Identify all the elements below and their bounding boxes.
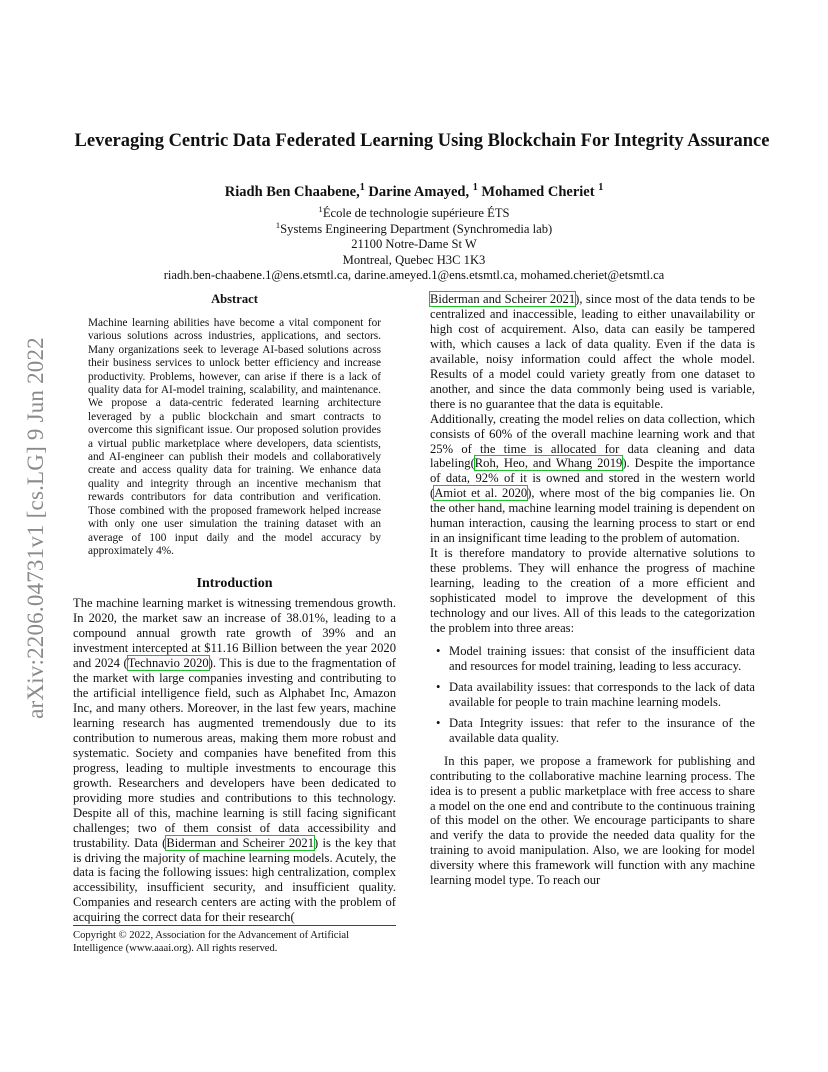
- list-item: • Data Integrity issues: that refer to the insurance of the available data quality.: [430, 716, 755, 746]
- intro-paragraph-1: The machine learning market is witnessing tremendous growth. In 2020, the market saw an increase of 38.01%, leading to a compound annual growth rate growth of 39% and an investment intercepted at $11.16 Billion between the year 2020 and 2024 (Technavio 2020). This is due to the fragmentation of the market with large companies investing and contributing to the artificial intelligence field, such as Alphabet Inc, Amazon Inc, and many others. Moreover, in the last few years, machine learning research has augmented tremendously due to its contribution to numerous areas, making them more robust and systematic. Society and companies have benefited from this progress, leading to multiple investments to encourage this growth. Researchers and developers have been dedicated to providing more studies and contributions to this technology. Despite all of this, machine learning is still facing significant challenges; two of them consist of data accessibility and trustability. Data (Biderman and Scheirer 2021) is the key that is driving the majority of machine learning models. Acutely, the data is facing the following issues: high centralization, complex accessibility, insufficient security, and insufficient quality. Companies and research centers are acting with the problem of acquiring the correct data for their research(: [73, 596, 396, 925]
- copyright-footnote: Copyright © 2022, Association for the Advancement of Artificial Intelligence (www.aaai.org). All rights reserved.: [73, 925, 396, 955]
- author-1-affil: 1: [359, 182, 365, 194]
- introduction-heading: Introduction: [196, 576, 273, 592]
- citation-link[interactable]: Technavio 2020: [127, 656, 209, 671]
- citation-link[interactable]: Biderman and Scheirer 2021: [166, 835, 315, 850]
- paper-title: Leveraging Centric Data Federated Learning Using Blockchain For Integrity Assurance: [74, 131, 770, 151]
- list-item: • Data availability issues: that corresponds to the lack of data available for people to train machine learning models.: [430, 680, 755, 710]
- affiliation-line-1: $^1$École de technologie supérieure ÉTS: [318, 203, 510, 220]
- list-item: • Model training issues: that consist of the insufficient data and resources for model training, leading to less accuracy.: [430, 644, 755, 674]
- abstract-heading: Abstract: [211, 292, 258, 306]
- problem-areas-list: [430, 644, 755, 746]
- author-emails: riadh.ben-chaabene.1@ens.etsmtl.ca, darine.ameyed.1@ens.etsmtl.ca, mohamed.cheriet@etsmtl.ca: [163, 268, 665, 283]
- intro-paragraph-1-continued: Biderman and Scheirer 2021), since most of the data tends to be centralized and inaccessible, leading to either unavailability or high cost of acquirement. Also, data can easily be tampered with, which causes a lack of data quality. Even if the data is available, noisy information could affect the whole model. Results of a model could variety greatly from one dataset to another, and since the data commonly being used is variable, there is no guarantee that the data is equitable.: [430, 292, 755, 411]
- affiliation-line-3: 21100 Notre-Dame St W: [351, 237, 477, 252]
- author-2-affil: 1: [472, 182, 478, 194]
- author-list: [72, 184, 756, 201]
- abstract-text: Machine learning abilities have become a vital component for various solutions across industries, applications, and sectors. Many organizations seek to leverage AI-based solutions across their business services to unlock better efficiency and increase productivity. Problems, however, can arise if there is a lack of quality data for AI-model training, scalability, and maintenance. We propose a data-centric federated learning architecture leveraged by a public blockchain and smart contracts to overcome this significant issue. Our proposed solution provides a virtual public marketplace where developers, data scientists, and AI-engineer can publish their models and collaboratively create and access quality data for training. We enhance data quality and integrity through an incentive mechanism that rewards contributors for data contribution and verification. Those combined with the proposed framework helped increase with only one user simulation the training dataset with an average of 100 input daily and the model accuracy by approximately 4%.: [88, 317, 381, 557]
- arxiv-side-label: arXiv:2206.04731v1 [cs.LG] 9 Jun 2022: [23, 337, 48, 719]
- citation-link[interactable]: Roh, Heo, and Whang 2019: [474, 456, 623, 471]
- author-3: Mohamed Cheriet: [481, 184, 595, 200]
- affiliation-line-2: $^1$Systems Engineering Department (Synchromedia lab): [275, 219, 553, 236]
- intro-paragraph-4: In this paper, we propose a framework for publishing and contributing to the collaborative machine learning process. The idea is to present a public marketplace with free access to share a model on the one end and contribute to the continuous training of this model on the other. We encourage participants to share and verify the data to provide the needed data quality for the training to avoid manipulation. Also, we are looking for model diversity where this framework will function with any machine learning model type. To reach our: [430, 753, 755, 888]
- citation-link[interactable]: Amiot et al. 2020: [434, 486, 528, 501]
- author-3-affil: 1: [598, 182, 604, 194]
- right-column: [430, 292, 755, 888]
- intro-paragraph-2: Additionally, creating the model relies on data collection, which consists of 60% of the overall machine learning work and that 25% of the time is allocated for data cleaning and data labeling(Roh, Heo, and Whang 2019). Despite the importance of data, 92% of it is owned and stored in the western world (Amiot et al. 2020), where most of the big companies lie. On the other hand, machine learning model training is dependent on human interaction, causing the learning process to start or end in an insignificant time leading to the problem of automation.: [430, 411, 755, 546]
- left-column: [73, 292, 396, 925]
- affiliation-block: [72, 203, 756, 284]
- affiliation-line-4: Montreal, Quebec H3C 1K3: [342, 252, 486, 267]
- author-1: Riadh Ben Chaabene,: [224, 184, 360, 200]
- intro-paragraph-3: It is therefore mandatory to provide alternative solutions to these problems. They will enhance the progress of machine learning, leading to the creation of a more efficient and sophisticated model to improve the development of this technology and our lives. All of this leads to the categorization the problem into three areas:: [430, 546, 755, 635]
- citation-link[interactable]: Biderman and Scheirer 2021: [430, 292, 576, 306]
- author-2: Darine Amayed,: [368, 184, 470, 200]
